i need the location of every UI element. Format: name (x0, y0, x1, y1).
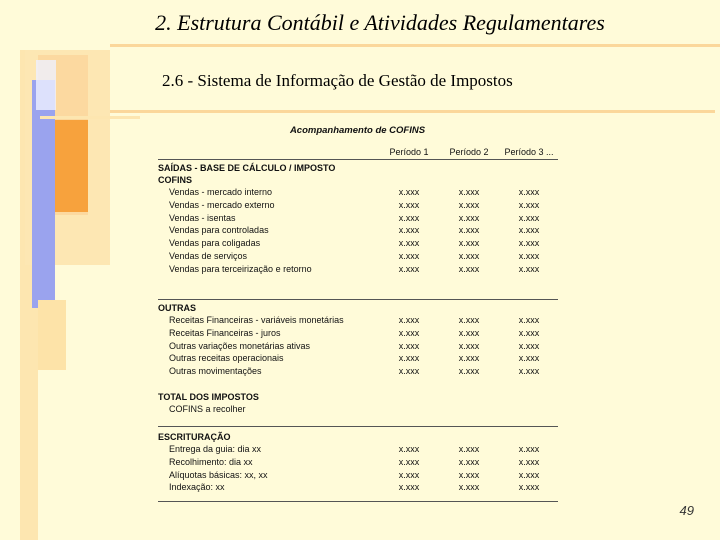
row-value-period-3: x.xxx (518, 469, 540, 480)
row-label: Receitas Financeiras - juros (169, 327, 281, 338)
row-value-period-3: x.xxx (518, 199, 540, 210)
row-label: Alíquotas básicas: xx, xx (169, 469, 268, 480)
row-value-period-3: x.xxx (518, 251, 540, 261)
row-value-period-2: x.xxx (458, 366, 480, 377)
row-value-period-2: x.xxx (458, 199, 480, 210)
row-label: Vendas para terceirização e retorno (169, 263, 312, 274)
table-row (155, 404, 560, 416)
section-title-outras: OUTRAS (158, 303, 196, 313)
table-row (155, 251, 560, 263)
row-value-period-1: x.xxx (398, 315, 420, 325)
decor-bar-cream-mid (38, 300, 66, 370)
row-value-period-1: x.xxx (398, 482, 420, 493)
row-value-period-3: x.xxx (518, 340, 540, 351)
row-value-period-1: x.xxx (398, 340, 420, 351)
row-value-period-3: x.xxx (518, 187, 540, 197)
row-value-period-3: x.xxx (518, 444, 540, 454)
row-label: Vendas - mercado externo (169, 199, 275, 210)
row-value-period-1: x.xxx (398, 456, 420, 467)
table-row (155, 264, 560, 276)
row-value-period-2: x.xxx (458, 327, 480, 338)
row-value-period-2: x.xxx (458, 340, 480, 351)
page-number: 49 (679, 503, 694, 518)
row-value-period-3: x.xxx (518, 456, 540, 467)
row-value-period-1: x.xxx (398, 251, 420, 261)
table-row (155, 457, 560, 469)
table-row (155, 200, 560, 212)
row-value-period-1: x.xxx (398, 263, 420, 274)
row-value-period-2: x.xxx (458, 469, 480, 480)
slide-title: 2. Estrutura Contábil e Atividades Regulamentares (155, 10, 605, 35)
row-label: Indexação: xx (169, 482, 225, 493)
subtitle-underline (110, 110, 715, 113)
section-divider (158, 159, 558, 160)
title-underline (110, 44, 720, 47)
row-value-period-1: x.xxx (398, 327, 420, 338)
row-label: COFINS a recolher (169, 404, 246, 414)
table-row (155, 238, 560, 250)
row-value-period-2: x.xxx (458, 212, 480, 223)
section-title-total: TOTAL DOS IMPOSTOS (158, 392, 259, 402)
row-label: Receitas Financeiras - variáveis monetárias (169, 315, 344, 325)
decor-bar-white (36, 60, 56, 110)
period-header-3: Período 3 ... (503, 147, 555, 160)
section-title-escrituracao: ESCRITURAÇÃO (158, 432, 231, 442)
table-row (155, 444, 560, 456)
row-value-period-3: x.xxx (518, 238, 540, 249)
row-value-period-3: x.xxx (518, 263, 540, 274)
row-value-period-1: x.xxx (398, 212, 420, 223)
row-value-period-2: x.xxx (458, 263, 480, 274)
row-value-period-2: x.xxx (458, 353, 480, 364)
period-header-2: Período 2 (443, 147, 495, 160)
row-value-period-1: x.xxx (398, 225, 420, 236)
row-value-period-3: x.xxx (518, 327, 540, 338)
table-row (155, 482, 560, 494)
row-value-period-3: x.xxx (518, 315, 540, 325)
row-label: Vendas - mercado interno (169, 187, 273, 197)
row-label: Outras movimentações (169, 366, 262, 377)
row-value-period-2: x.xxx (458, 444, 480, 454)
cofins-document (155, 125, 560, 503)
row-label: Vendas de serviços (169, 251, 248, 261)
document-bottom-line (158, 501, 558, 502)
row-value-period-2: x.xxx (458, 315, 480, 325)
section-divider (158, 299, 558, 300)
table-row (155, 470, 560, 482)
subtitle-underline-2 (40, 116, 140, 119)
row-label: Vendas para coligadas (169, 238, 261, 249)
row-label: Outras receitas operacionais (169, 353, 284, 364)
row-value-period-1: x.xxx (398, 444, 420, 454)
row-value-period-1: x.xxx (398, 469, 420, 480)
row-value-period-2: x.xxx (458, 238, 480, 249)
row-value-period-3: x.xxx (518, 225, 540, 236)
row-value-period-2: x.xxx (458, 225, 480, 236)
table-row (155, 213, 560, 225)
row-value-period-3: x.xxx (518, 212, 540, 223)
slide-subtitle: 2.6 - Sistema de Informação de Gestão de Impostos (162, 71, 513, 90)
row-value-period-1: x.xxx (398, 366, 420, 377)
table-row (155, 225, 560, 237)
row-value-period-2: x.xxx (458, 251, 480, 261)
row-label: Recolhimento: dia xx (169, 456, 253, 467)
row-value-period-1: x.xxx (398, 187, 420, 197)
row-label: Vendas - isentas (169, 212, 236, 223)
row-value-period-2: x.xxx (458, 187, 480, 197)
row-value-period-2: x.xxx (458, 482, 480, 493)
row-value-period-3: x.xxx (518, 482, 540, 493)
section-title-saidas: SAÍDAS - BASE DE CÁLCULO / IMPOSTO (158, 163, 336, 173)
row-value-period-1: x.xxx (398, 238, 420, 249)
row-value-period-3: x.xxx (518, 353, 540, 364)
row-value-period-2: x.xxx (458, 456, 480, 467)
decor-bar-blue (32, 80, 55, 308)
row-value-period-1: x.xxx (398, 199, 420, 210)
row-value-period-1: x.xxx (398, 353, 420, 364)
section-divider (158, 426, 558, 427)
row-label: Outras variações monetárias ativas (169, 340, 311, 351)
table-row (155, 353, 560, 365)
table-row (155, 366, 560, 378)
section-subtitle-cofins: COFINS (158, 175, 193, 185)
table-row (155, 315, 560, 327)
table-row (155, 187, 560, 199)
row-label: Vendas para controladas (169, 225, 269, 236)
document-title: Acompanhamento de COFINS (289, 125, 426, 136)
table-row (155, 341, 560, 353)
table-row (155, 328, 560, 340)
row-label: Entrega da guia: dia xx (169, 444, 262, 454)
row-value-period-3: x.xxx (518, 366, 540, 377)
period-header-1: Período 1 (383, 147, 435, 160)
